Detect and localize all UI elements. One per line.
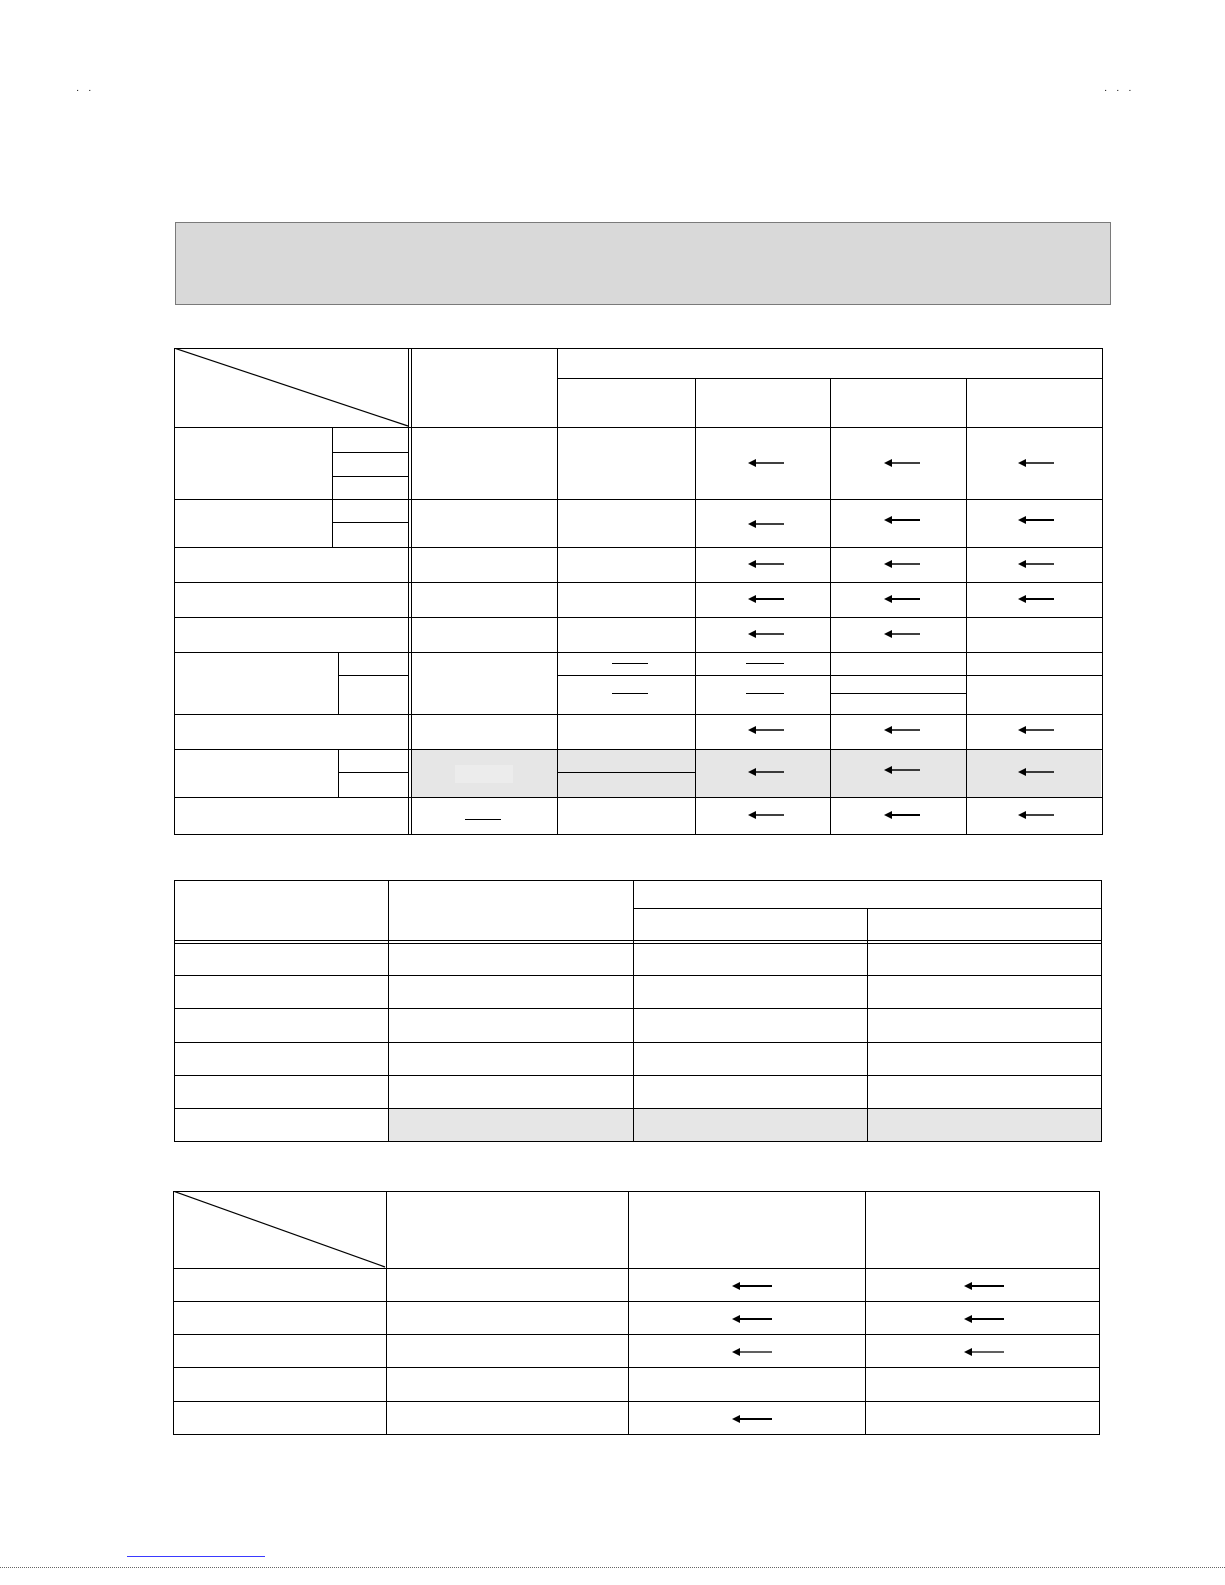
table3-col-divider-3 <box>865 1191 866 1435</box>
left-arrow-icon <box>732 1347 768 1357</box>
left-arrow-icon <box>732 1414 768 1424</box>
table3-row-sep-2 <box>173 1334 1100 1335</box>
table3-right-border <box>1099 1191 1100 1435</box>
left-arrow-icon <box>964 1314 1000 1324</box>
footer-dotted-rule <box>0 1567 1225 1568</box>
left-arrow-icon <box>732 1314 768 1324</box>
corner-marks-left: · · <box>76 85 95 96</box>
table3-row-sep-3 <box>173 1367 1100 1368</box>
table3-col-divider-2 <box>628 1191 629 1435</box>
corner-marks-right: · · · <box>1104 85 1135 96</box>
table3-row-sep-1 <box>173 1301 1100 1302</box>
left-arrow-icon <box>732 1281 768 1291</box>
footer-link-underline[interactable] <box>127 1556 265 1557</box>
table3-row-sep-4 <box>173 1401 1100 1402</box>
left-arrow-icon <box>964 1347 1000 1357</box>
table3-diagonal-header <box>173 1191 387 1269</box>
left-arrow-icon <box>964 1281 1000 1291</box>
table3-header-bottom <box>173 1268 1100 1269</box>
table3-bottom-border <box>173 1434 1100 1435</box>
